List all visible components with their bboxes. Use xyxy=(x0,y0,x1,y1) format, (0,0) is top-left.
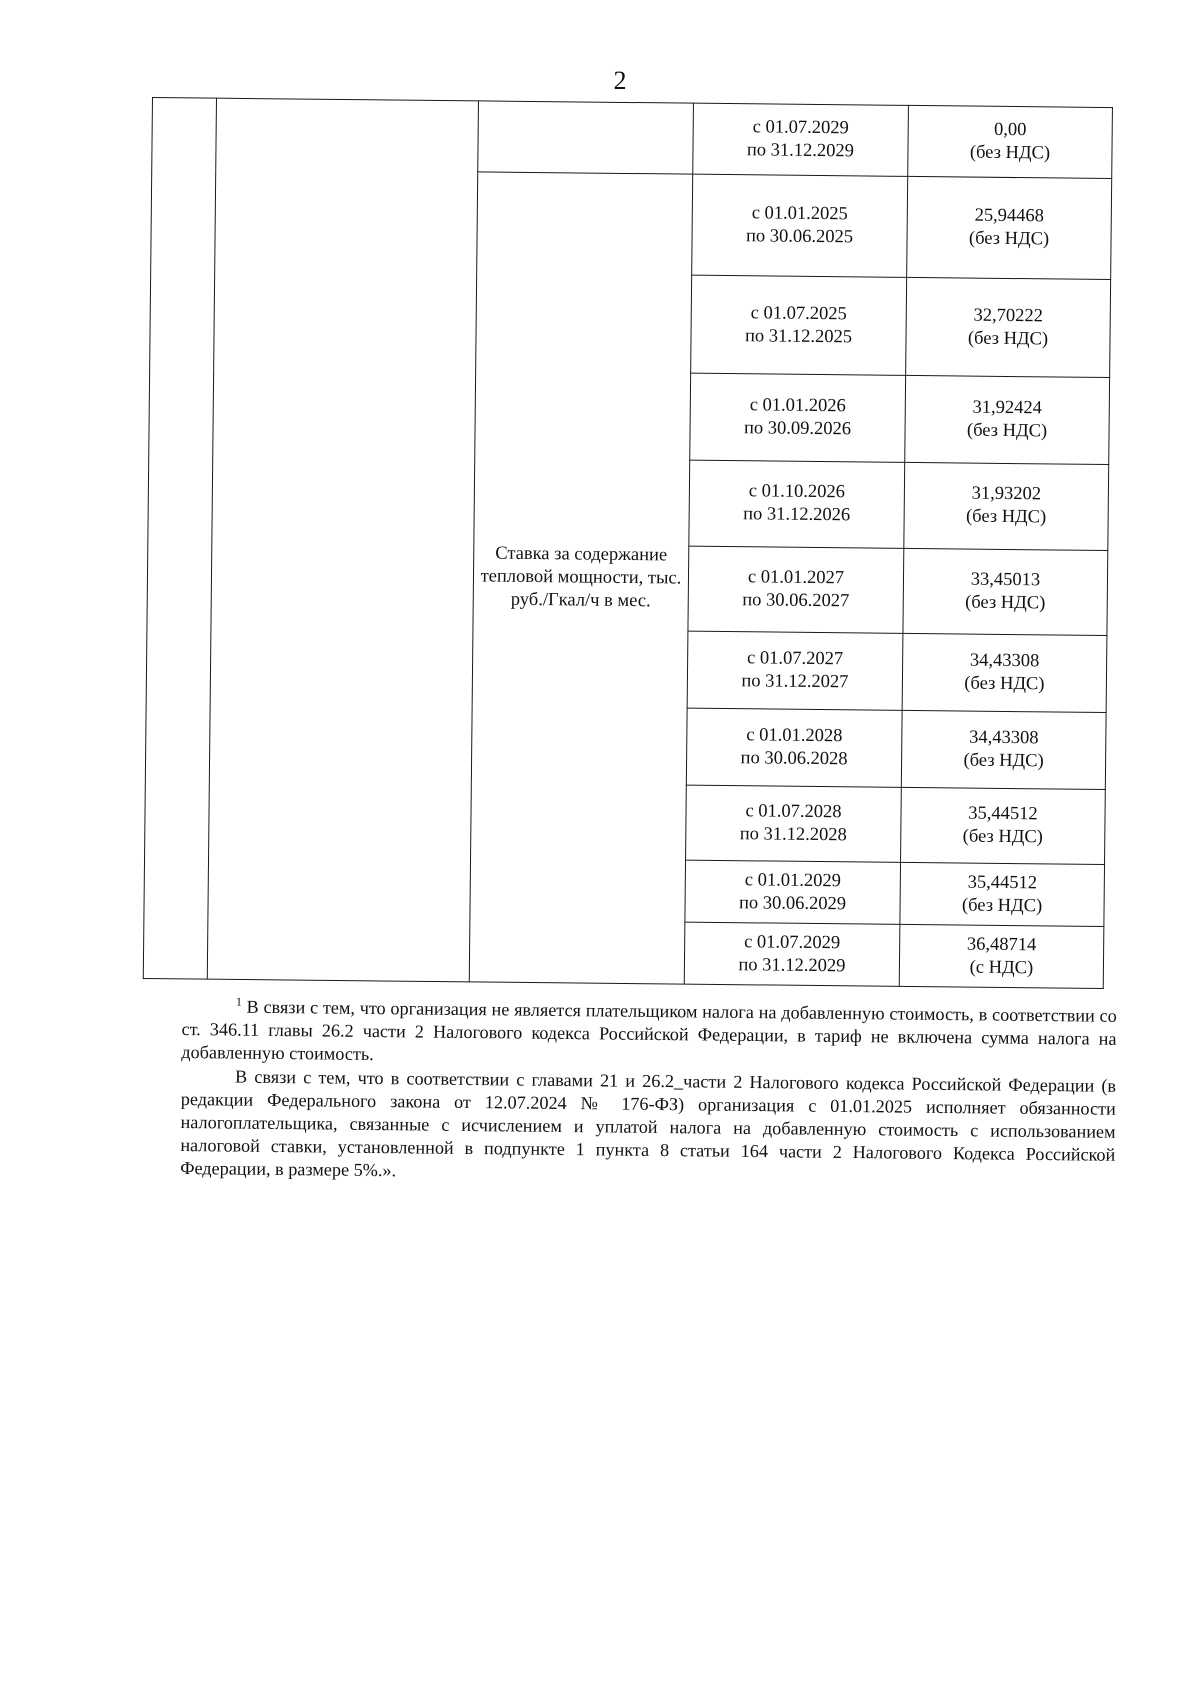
period-cell xyxy=(690,374,906,462)
period-cell xyxy=(685,860,901,924)
period-from: с 01.01.2028 xyxy=(746,725,843,747)
rate-value: 31,93202 xyxy=(971,483,1042,505)
vat-note: (без НДС) xyxy=(965,592,1046,614)
vat-note: (без НДС) xyxy=(966,420,1048,442)
value-cell xyxy=(907,176,1112,280)
value-cell xyxy=(903,548,1108,635)
rate-value: 35,44512 xyxy=(967,872,1038,893)
vat-note: (без НДС) xyxy=(968,228,1050,250)
period-cell xyxy=(691,275,907,375)
value-cell xyxy=(901,710,1106,789)
value-cell xyxy=(899,924,1104,988)
period-to: по 31.12.2029 xyxy=(738,954,846,976)
period-from: с 01.01.2029 xyxy=(744,869,841,891)
period-cell xyxy=(688,546,904,633)
period-to: по 30.06.2028 xyxy=(740,748,848,770)
period-cell xyxy=(692,174,908,278)
footnote-mark: 1 xyxy=(235,994,242,1009)
period-to: по 30.06.2027 xyxy=(742,589,850,612)
period-to: по 30.06.2029 xyxy=(738,892,847,914)
value-cell xyxy=(902,633,1107,712)
value-cell xyxy=(901,788,1106,865)
period-to: по 31.12.2025 xyxy=(744,326,853,348)
period-cell xyxy=(684,922,900,986)
rate-value: 32,70222 xyxy=(973,305,1044,327)
period-to: по 31.12.2027 xyxy=(741,671,849,693)
footnote xyxy=(181,990,1117,1074)
vat-note: (без НДС) xyxy=(962,826,1043,848)
period-to: по 30.09.2026 xyxy=(743,418,852,440)
period-from: с 01.07.2029 xyxy=(752,117,849,139)
period-cell xyxy=(686,708,902,788)
rate-value: 34,43308 xyxy=(969,727,1039,749)
period-from: с 01.01.2025 xyxy=(751,203,848,225)
empty-name-cell xyxy=(207,98,478,982)
rate-value: 34,43308 xyxy=(969,650,1040,672)
rate-value: 25,94468 xyxy=(974,205,1045,227)
value-cell xyxy=(904,462,1109,550)
period-to: по 31.12.2029 xyxy=(746,140,855,162)
period-cell xyxy=(686,785,902,862)
vat-note: (без НДС) xyxy=(964,673,1045,695)
empty-number-cell xyxy=(143,98,216,980)
value-cell xyxy=(905,376,1110,464)
value-cell xyxy=(900,863,1105,927)
period-to: по 30.06.2025 xyxy=(745,226,854,248)
period-from: с 01.07.2027 xyxy=(747,648,844,670)
period-from: с 01.01.2027 xyxy=(747,566,845,588)
vat-note: (без НДС) xyxy=(963,750,1044,772)
period-from: с 01.10.2026 xyxy=(748,481,846,503)
rate-value: 33,45013 xyxy=(970,569,1041,591)
vat-note: (с НДС) xyxy=(969,957,1034,978)
period-from: с 01.07.2025 xyxy=(750,303,847,325)
vat-paragraph: В связи с тем, что в соответствии с главами 21 и 26.2_части 2 Налогового кодекса Российской Федерации (в редакции Федерального закона от 12.07.2024 № 176-ФЗ) организация с 01.01.2025 исполняет обязанности налогоплательщика, связанные с исчислением и уплатой налога на добавленную стоимость с использованием налоговой ставки, установленной в подпункте 1 пункта 8 статьи 164 части 2 Налогового Кодекса Российской Федерации, в размере 5%.». xyxy=(180,1066,1117,1181)
vat-note: (без НДС) xyxy=(969,142,1051,164)
period-to: по 31.12.2026 xyxy=(743,504,851,526)
value-cell xyxy=(906,278,1111,378)
period-cell xyxy=(687,631,903,711)
rate-value: 36,48714 xyxy=(966,934,1037,955)
vat-note: (без НДС) xyxy=(961,895,1043,917)
period-cell xyxy=(689,460,905,548)
footnote-text: В связи с тем, что организация не является плательщиком налога на добавленную стоимость, в соответствии со ст. 346.11 главы 26.2 части 2 Налогового кодекса Российской Федерации, в тариф не включена сумма налога на добавленную стоимость. xyxy=(181,996,1117,1065)
rate-value: 31,92424 xyxy=(972,397,1043,419)
rate-value: 0,00 xyxy=(993,119,1027,140)
vat-note: (без НДС) xyxy=(965,506,1047,528)
rate-label-cell: Ставка за содержание тепловой мощности, тыс. руб./Гкал/ч в мес. xyxy=(469,172,692,985)
period-from: с 01.01.2026 xyxy=(749,395,846,417)
tariff-table xyxy=(143,97,1112,989)
period-cell xyxy=(693,103,909,176)
period-from: с 01.07.2029 xyxy=(744,931,841,953)
rate-value: 35,44512 xyxy=(968,803,1038,825)
table-row xyxy=(152,98,1113,179)
empty-label-cell xyxy=(478,101,694,174)
value-cell xyxy=(908,105,1113,178)
notes xyxy=(180,990,1117,1190)
page-number: 2 xyxy=(613,66,627,95)
period-to: по 31.12.2028 xyxy=(739,824,847,846)
vat-note: (без НДС) xyxy=(967,328,1049,350)
period-from: с 01.07.2028 xyxy=(745,801,842,823)
